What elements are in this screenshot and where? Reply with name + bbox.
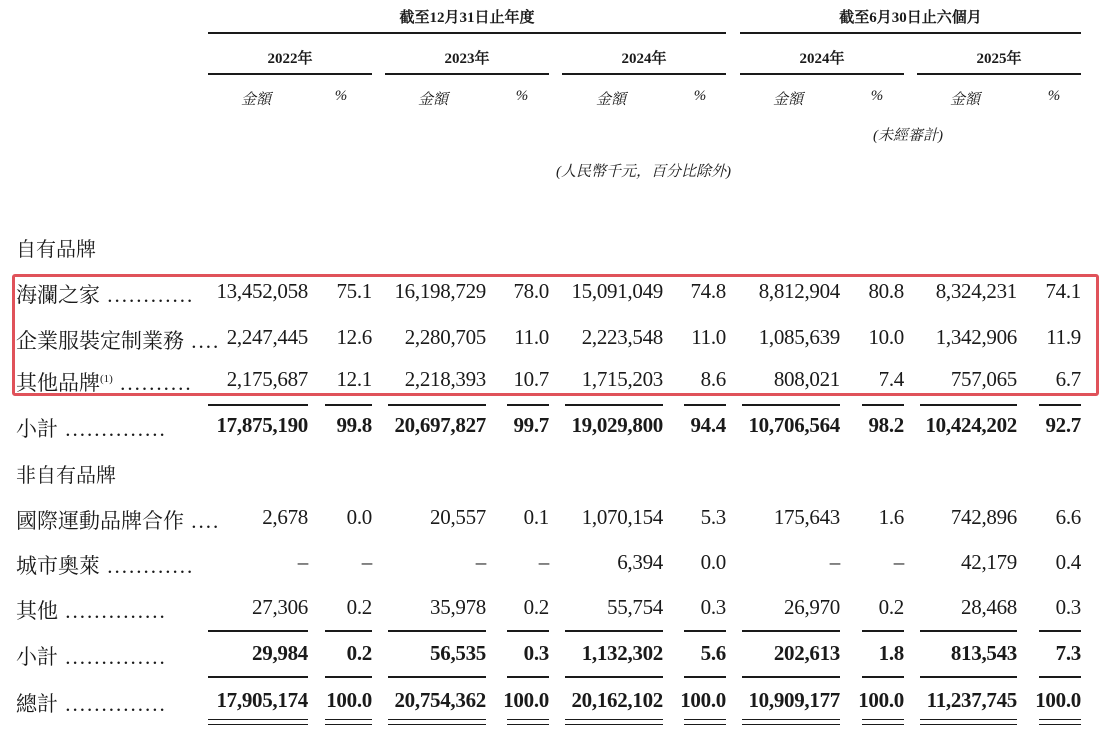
section-own-brands: 自有品牌: [16, 239, 96, 261]
amount-cell: –: [297, 550, 308, 574]
amount-cell: 2,223,548: [581, 325, 663, 349]
pct-cell: 0.0: [700, 550, 726, 574]
amount-cell: 29,984: [252, 641, 308, 665]
double-rule: [742, 719, 840, 725]
leader-dots: ..............: [58, 645, 167, 669]
pct-cell: 10.0: [868, 325, 904, 349]
single-rule: [862, 676, 904, 678]
pct-header: %: [1047, 88, 1061, 104]
fy-group-rule: [208, 32, 726, 34]
double-rule: [565, 719, 663, 725]
year-rule-2024-h1: [740, 73, 904, 75]
pct-cell: 100.0: [1035, 688, 1081, 712]
amount-cell: 55,754: [607, 595, 663, 619]
leader-dots: ............: [100, 554, 195, 578]
amount-cell: 10,909,177: [748, 688, 840, 712]
amount-cell: 20,697,827: [394, 413, 486, 437]
pct-cell: 7.3: [1055, 641, 1081, 665]
pct-header: %: [515, 88, 529, 104]
pct-cell: 100.0: [326, 688, 372, 712]
row-label-text: 國際運動品牌合作: [16, 509, 184, 533]
highlight-box: [12, 274, 1099, 396]
single-rule: [1039, 676, 1081, 678]
single-rule: [1039, 630, 1081, 632]
single-rule: [507, 676, 549, 678]
double-rule: [507, 719, 549, 725]
pct-cell: 0.2: [523, 595, 549, 619]
amount-cell: 17,875,190: [216, 413, 308, 437]
pct-cell: 0.3: [523, 641, 549, 665]
pct-header: %: [870, 88, 884, 104]
pct-cell: 0.2: [878, 595, 904, 619]
amount-cell: 20,162,102: [571, 688, 663, 712]
amount-header: 金額: [595, 92, 626, 108]
row-label-subtotal1: [16, 413, 167, 443]
amount-header: 金額: [949, 92, 980, 108]
leader-dots: ............: [100, 283, 195, 307]
single-rule: [325, 630, 372, 632]
row-label-text: 小計: [16, 645, 58, 669]
amount-cell: 28,468: [961, 595, 1017, 619]
row-label-text: 企業服裝定制業務: [16, 329, 184, 353]
amount-cell: 813,543: [950, 641, 1017, 665]
unaudited-note: (未經審計): [873, 128, 943, 144]
leader-dots: ..............: [58, 417, 167, 441]
pct-cell: 99.7: [513, 413, 549, 437]
h1-group-rule: [740, 32, 1081, 34]
single-rule: [862, 404, 904, 406]
amount-cell: 15,091,049: [571, 279, 663, 303]
single-rule: [742, 630, 840, 632]
pct-cell: 92.7: [1045, 413, 1081, 437]
pct-cell: –: [361, 550, 372, 574]
single-rule: [507, 630, 549, 632]
single-rule: [565, 630, 663, 632]
amount-cell: 808,021: [773, 367, 840, 391]
row-label-text: 海瀾之家: [16, 283, 100, 307]
amount-cell: 20,557: [430, 505, 486, 529]
amount-cell: 19,029,800: [571, 413, 663, 437]
pct-cell: 5.3: [700, 505, 726, 529]
single-rule: [208, 676, 308, 678]
h1-group-header: 截至6月30日止六個月: [839, 10, 982, 26]
amount-cell: 8,324,231: [935, 279, 1017, 303]
year-rule-2024: [562, 73, 726, 75]
pct-cell: 0.0: [346, 505, 372, 529]
leader-dots: ..............: [58, 599, 167, 623]
single-rule: [684, 404, 726, 406]
double-rule: [862, 719, 904, 725]
single-rule: [388, 630, 486, 632]
single-rule: [920, 404, 1017, 406]
double-rule: [208, 719, 308, 725]
amount-cell: 2,175,687: [226, 367, 308, 391]
amount-cell: 2,247,445: [226, 325, 308, 349]
pct-cell: 12.6: [336, 325, 372, 349]
pct-cell: 94.4: [690, 413, 726, 437]
double-rule: [388, 719, 486, 725]
amount-cell: –: [475, 550, 486, 574]
amount-cell: 42,179: [961, 550, 1017, 574]
pct-cell: 6.6: [1055, 505, 1081, 529]
single-rule: [742, 676, 840, 678]
single-rule: [862, 630, 904, 632]
amount-cell: 17,905,174: [216, 688, 308, 712]
single-rule: [920, 676, 1017, 678]
single-rule: [208, 630, 308, 632]
amount-cell: 1,715,203: [581, 367, 663, 391]
pct-cell: 0.2: [346, 641, 372, 665]
amount-cell: 10,706,564: [748, 413, 840, 437]
pct-cell: 0.3: [700, 595, 726, 619]
amount-cell: 2,218,393: [404, 367, 486, 391]
single-rule: [507, 404, 549, 406]
pct-cell: 100.0: [858, 688, 904, 712]
single-rule: [1039, 404, 1081, 406]
year-2025-h1: 2025年: [976, 51, 1022, 67]
amount-cell: 20,754,362: [394, 688, 486, 712]
pct-cell: 75.1: [336, 279, 372, 303]
year-rule-2022: [208, 73, 372, 75]
amount-cell: 26,970: [784, 595, 840, 619]
amount-cell: 2,678: [262, 505, 308, 529]
amount-cell: 16,198,729: [394, 279, 486, 303]
row-label-text: 其他: [16, 599, 58, 623]
amount-cell: 35,978: [430, 595, 486, 619]
single-rule: [388, 676, 486, 678]
single-rule: [565, 676, 663, 678]
fy-group-header: 截至12月31日止年度: [399, 10, 535, 26]
single-rule: [565, 404, 663, 406]
pct-header: %: [693, 88, 707, 104]
leader-dots: ....: [184, 509, 221, 533]
row-label-text: 小計: [16, 417, 58, 441]
year-2024-h1: 2024年: [799, 51, 845, 67]
double-rule: [325, 719, 372, 725]
amount-cell: 757,065: [950, 367, 1017, 391]
amount-cell: 175,643: [773, 505, 840, 529]
amount-cell: 1,070,154: [581, 505, 663, 529]
pct-cell: 100.0: [680, 688, 726, 712]
amount-cell: 742,896: [950, 505, 1017, 529]
unit-note: (人民幣千元，百分比除外): [556, 164, 731, 180]
amount-cell: 202,613: [773, 641, 840, 665]
pct-cell: 6.7: [1055, 367, 1081, 391]
pct-cell: 8.6: [700, 367, 726, 391]
single-rule: [684, 676, 726, 678]
year-rule-2025-h1: [917, 73, 1081, 75]
pct-cell: 1.6: [878, 505, 904, 529]
pct-cell: 11.0: [514, 325, 549, 349]
amount-cell: 2,280,705: [404, 325, 486, 349]
section-non-own-brands: 非自有品牌: [16, 465, 116, 487]
pct-cell: 74.1: [1045, 279, 1081, 303]
row-label-total: [16, 688, 167, 718]
pct-cell: 11.0: [691, 325, 726, 349]
single-rule: [684, 630, 726, 632]
double-rule: [920, 719, 1017, 725]
amount-cell: 6,394: [617, 550, 663, 574]
pct-cell: 80.8: [868, 279, 904, 303]
leader-dots: ..............: [58, 692, 167, 716]
amount-cell: 10,424,202: [925, 413, 1017, 437]
leader-dots: ....: [184, 329, 221, 353]
pct-cell: 99.8: [336, 413, 372, 437]
amount-cell: 1,085,639: [758, 325, 840, 349]
amount-header: 金額: [417, 92, 448, 108]
subtotal1-rule: [208, 404, 308, 405]
row-label-text: 總計: [16, 692, 58, 716]
amount-cell: –: [829, 550, 840, 574]
pct-cell: 5.6: [700, 641, 726, 665]
pct-cell: 0.1: [523, 505, 549, 529]
amount-header: 金額: [772, 92, 803, 108]
pct-cell: 10.7: [513, 367, 549, 391]
pct-cell: 98.2: [868, 413, 904, 437]
double-rule: [1039, 719, 1081, 725]
single-rule: [920, 630, 1017, 632]
year-2022: 2022年: [267, 51, 313, 67]
row-label-text: 其他品牌: [16, 371, 100, 395]
single-rule: [325, 676, 372, 678]
pct-cell: 0.3: [1055, 595, 1081, 619]
year-rule-2023: [385, 73, 549, 75]
pct-cell: 78.0: [513, 279, 549, 303]
amount-cell: 1,342,906: [935, 325, 1017, 349]
pct-cell: –: [538, 550, 549, 574]
single-rule: [325, 404, 372, 406]
pct-cell: 0.2: [346, 595, 372, 619]
amount-cell: 13,452,058: [216, 279, 308, 303]
year-2024: 2024年: [621, 51, 667, 67]
pct-cell: 74.8: [690, 279, 726, 303]
row-label-others: [16, 595, 167, 625]
footnote-marker: (1): [100, 373, 113, 385]
pct-header: %: [334, 88, 348, 104]
amount-cell: 27,306: [252, 595, 308, 619]
pct-cell: 11.9: [1046, 325, 1081, 349]
pct-cell: 0.4: [1055, 550, 1081, 574]
row-label-text: 城市奧萊: [16, 554, 100, 578]
pct-cell: –: [893, 550, 904, 574]
row-label-subtotal2: [16, 641, 167, 671]
amount-header: 金額: [240, 92, 271, 108]
pct-cell: 1.8: [878, 641, 904, 665]
amount-cell: 11,237,745: [926, 688, 1017, 712]
single-rule: [742, 404, 840, 406]
leader-dots: ..........: [112, 371, 193, 395]
double-rule: [684, 719, 726, 725]
pct-cell: 100.0: [503, 688, 549, 712]
amount-cell: 1,132,302: [581, 641, 663, 665]
year-2023: 2023年: [444, 51, 490, 67]
single-rule: [388, 404, 486, 406]
pct-cell: 7.4: [878, 367, 904, 391]
amount-cell: 56,535: [430, 641, 486, 665]
pct-cell: 12.1: [336, 367, 372, 391]
amount-cell: 8,812,904: [758, 279, 840, 303]
